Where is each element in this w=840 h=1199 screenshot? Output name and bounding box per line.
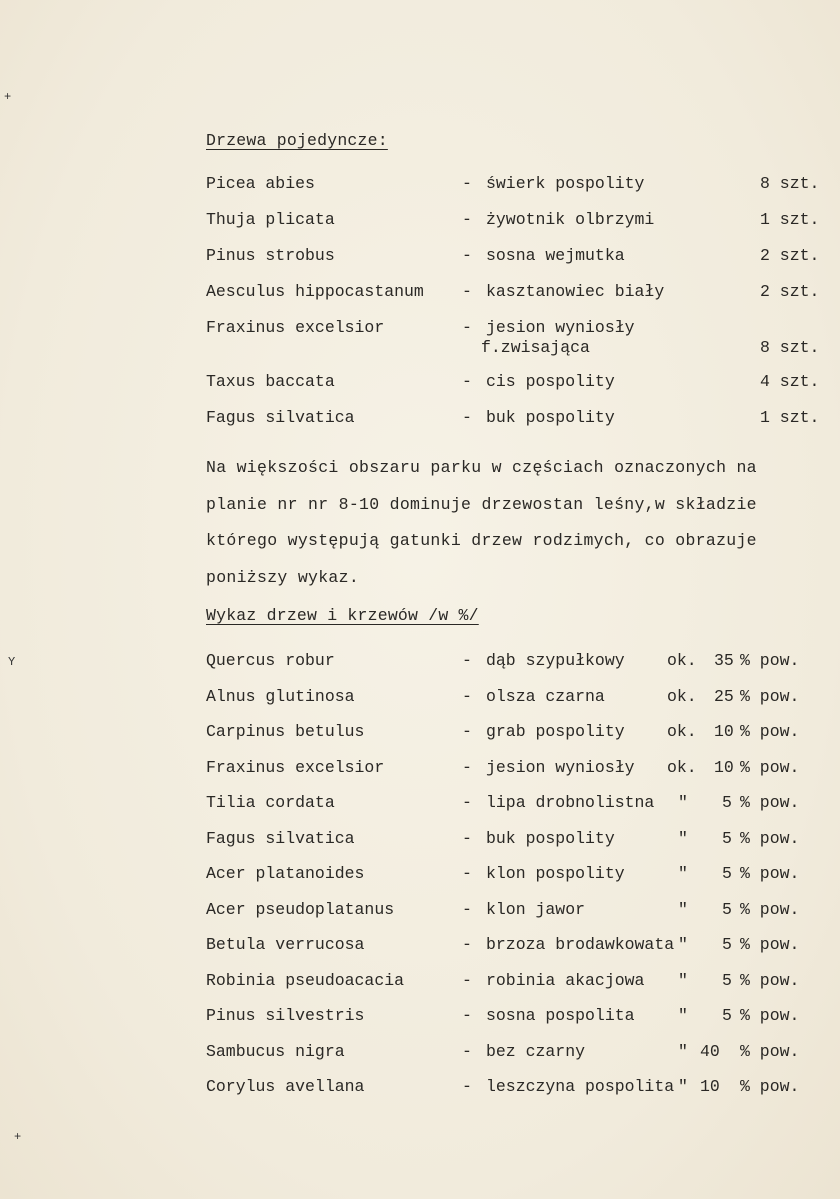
species-row	[0, 650, 840, 672]
species-row	[0, 686, 840, 708]
percentage-unit: % pow.	[740, 864, 800, 883]
latin-name: Acer pseudoplatanus	[206, 900, 395, 919]
latin-name: Robinia pseudoacacia	[206, 971, 405, 990]
percentage-value: 5	[722, 971, 732, 990]
tree-row	[0, 209, 840, 231]
latin-name: Aesculus hippocastanum	[206, 282, 424, 301]
percentage-unit: % pow.	[740, 1006, 800, 1025]
dash: -	[462, 318, 472, 337]
dash: -	[462, 1077, 472, 1096]
polish-name: kasztanowiec biały	[486, 282, 665, 301]
latin-name: Thuja plicata	[206, 210, 335, 229]
prefix: "	[678, 935, 688, 954]
quantity: 2 szt.	[760, 282, 820, 301]
margin-mark-top: +	[4, 90, 12, 104]
polish-name: robinia akacjowa	[486, 971, 645, 990]
margin-mark-middle: Y	[8, 655, 16, 669]
prefix: ok.	[667, 651, 697, 670]
prefix: "	[678, 793, 688, 812]
prefix: ok.	[667, 758, 697, 777]
species-row	[0, 1076, 840, 1098]
prefix: "	[678, 900, 688, 919]
species-row	[0, 757, 840, 779]
polish-name: jesion wyniosły	[486, 758, 635, 777]
dash: -	[462, 651, 472, 670]
dash: -	[462, 282, 472, 301]
species-row	[0, 792, 840, 814]
polish-name: cis pospolity	[486, 372, 615, 391]
dash: -	[462, 246, 472, 265]
percentage-value: 40	[700, 1042, 720, 1061]
latin-name: Fraxinus excelsior	[206, 758, 385, 777]
percentage-unit: % pow.	[740, 935, 800, 954]
tree-row	[0, 371, 840, 393]
quantity: 4 szt.	[760, 372, 820, 391]
latin-name: Betula verrucosa	[206, 935, 365, 954]
percentage-value: 10	[700, 1077, 720, 1096]
percentage-unit: % pow.	[740, 722, 800, 741]
percentage-unit: % pow.	[740, 1042, 800, 1061]
latin-name: Sambucus nigra	[206, 1042, 345, 1061]
dash: -	[462, 722, 472, 741]
polish-name: bez czarny	[486, 1042, 586, 1061]
latin-name: Fagus silvatica	[206, 408, 355, 427]
polish-name: klon pospolity	[486, 864, 625, 883]
percentage-value: 10	[714, 758, 734, 777]
paragraph-line: poniższy wykaz.	[206, 567, 360, 587]
prefix: ok.	[667, 722, 697, 741]
quantity: 8 szt.	[760, 338, 820, 357]
quantity: 8 szt.	[760, 174, 820, 193]
percentage-value: 5	[722, 1006, 732, 1025]
dash: -	[462, 935, 472, 954]
polish-name: sosna pospolita	[486, 1006, 635, 1025]
percentage-unit: % pow.	[740, 758, 800, 777]
percentage-value: 5	[722, 829, 732, 848]
latin-name: Pinus strobus	[206, 246, 335, 265]
percentage-value: 25	[714, 687, 734, 706]
latin-name: Fagus silvatica	[206, 829, 355, 848]
latin-name: Quercus robur	[206, 651, 335, 670]
percentage-value: 5	[722, 935, 732, 954]
tree-row	[0, 245, 840, 267]
dash: -	[462, 687, 472, 706]
margin-mark-bottom: +	[14, 1130, 22, 1144]
polish-name: leszczyna pospolita	[486, 1077, 675, 1096]
polish-name: świerk pospolity	[486, 174, 645, 193]
species-row	[0, 828, 840, 850]
dash: -	[462, 900, 472, 919]
percentage-unit: % pow.	[740, 651, 800, 670]
paragraph-line: planie nr nr 8-10 dominuje drzewostan leśny,w składzie	[206, 494, 757, 514]
tree-row	[0, 173, 840, 195]
dash: -	[462, 1006, 472, 1025]
percentage-value: 10	[714, 722, 734, 741]
polish-name: olsza czarna	[486, 687, 605, 706]
prefix: "	[678, 1042, 688, 1061]
latin-name: Taxus baccata	[206, 372, 335, 391]
prefix: "	[678, 829, 688, 848]
prefix: "	[678, 1077, 688, 1096]
latin-name: Acer platanoides	[206, 864, 365, 883]
prefix: "	[678, 971, 688, 990]
polish-name: dąb szypułkowy	[486, 651, 625, 670]
dash: -	[462, 372, 472, 391]
quantity: 2 szt.	[760, 246, 820, 265]
percentage-unit: % pow.	[740, 687, 800, 706]
dash: -	[462, 408, 472, 427]
percentage-value: 35	[714, 651, 734, 670]
latin-name: Fraxinus excelsior	[206, 318, 385, 337]
percentage-unit: % pow.	[740, 971, 800, 990]
latin-name: Carpinus betulus	[206, 722, 365, 741]
species-row	[0, 899, 840, 921]
latin-name: Tilia cordata	[206, 793, 335, 812]
polish-name: brzoza brodawkowata	[486, 935, 675, 954]
dash: -	[462, 1042, 472, 1061]
percentage-value: 5	[722, 900, 732, 919]
quantity: 1 szt.	[760, 408, 820, 427]
species-row	[0, 1005, 840, 1027]
species-row	[0, 1041, 840, 1063]
polish-name: lipa drobnolistna	[486, 793, 655, 812]
dash: -	[462, 210, 472, 229]
paragraph-line: Na większości obszaru parku w częściach oznaczonych na	[206, 458, 757, 477]
prefix: ok.	[667, 687, 697, 706]
percentage-unit: % pow.	[740, 793, 800, 812]
prefix: "	[678, 1006, 688, 1025]
polish-name: buk pospolity	[486, 829, 615, 848]
species-row	[0, 934, 840, 956]
paragraph-line: którego występują gatunki drzew rodzimych, co obrazuje	[206, 531, 757, 550]
latin-name: Corylus avellana	[206, 1077, 365, 1096]
percentage-value: 5	[722, 864, 732, 883]
polish-name: grab pospolity	[486, 722, 625, 741]
section-heading-species-list: Wykaz drzew i krzewów /w %/	[206, 606, 479, 625]
dash: -	[462, 971, 472, 990]
polish-name: jesion wyniosły	[486, 318, 635, 337]
polish-name-continued: f.zwisająca	[481, 338, 590, 357]
species-row	[0, 863, 840, 885]
polish-name: buk pospolity	[486, 408, 615, 427]
species-row	[0, 721, 840, 743]
quantity: 1 szt.	[760, 210, 820, 229]
tree-row	[0, 407, 840, 429]
percentage-unit: % pow.	[740, 1077, 800, 1096]
prefix: "	[678, 864, 688, 883]
tree-row	[0, 317, 840, 357]
dash: -	[462, 174, 472, 193]
latin-name: Alnus glutinosa	[206, 687, 355, 706]
dash: -	[462, 829, 472, 848]
polish-name: klon jawor	[486, 900, 586, 919]
polish-name: sosna wejmutka	[486, 246, 625, 265]
section-heading-single-trees: Drzewa pojedyncze:	[206, 131, 388, 150]
percentage-value: 5	[722, 793, 732, 812]
percentage-unit: % pow.	[740, 829, 800, 848]
dash: -	[462, 793, 472, 812]
latin-name: Picea abies	[206, 174, 315, 193]
species-row	[0, 970, 840, 992]
body-paragraph	[206, 450, 806, 596]
latin-name: Pinus silvestris	[206, 1006, 365, 1025]
percentage-unit: % pow.	[740, 900, 800, 919]
dash: -	[462, 864, 472, 883]
polish-name: żywotnik olbrzymi	[486, 210, 655, 229]
dash: -	[462, 758, 472, 777]
tree-row	[0, 281, 840, 303]
